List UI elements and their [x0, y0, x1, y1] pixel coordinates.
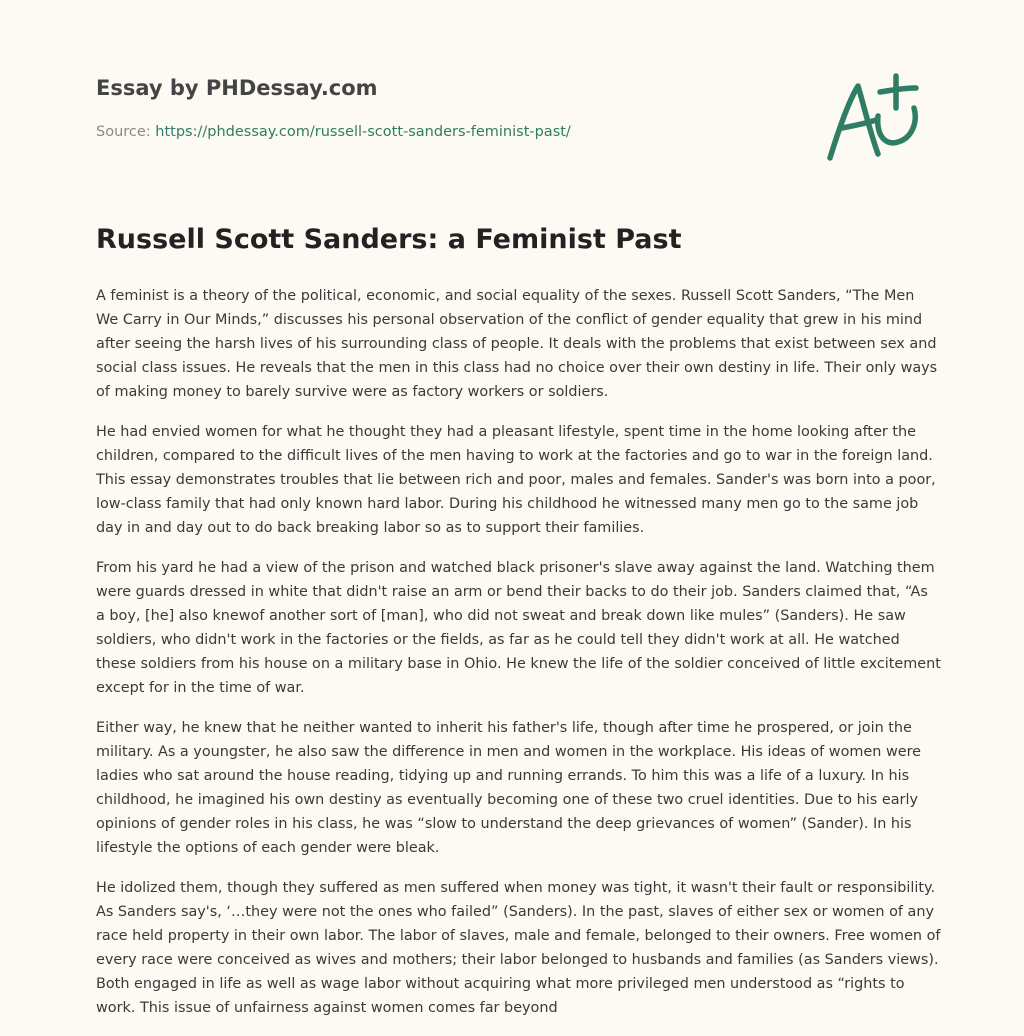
essay-paragraph: Either way, he knew that he neither wanted to inherit his father's life, though after time he prospered, or join the military. As a youngster, he also saw the difference in men and women in the workplace. His ideas of women were ladies who sat around the house reading, tidying up and running errands. To him this was a life of a luxury. In his childhood, he imagined his own destiny as eventually becoming one of these two cruel identities. Due to his early opinions of gender roles in his class, he was “slow to understand the deep grievances of women” (Sander). In his lifestyle the options of each gender were bleak. — [96, 720, 922, 856]
essay-title: Russell Scott Sanders: a Feminist Past — [96, 224, 682, 255]
essay-body — [96, 284, 941, 1036]
a-plus-logo-icon — [820, 66, 930, 166]
essay-paragraph: He idolized them, though they suffered as men suffered when money was tight, it wasn't their fault or responsibility. As Sanders say's, ‘…they were not the ones who failed” (Sanders). In the past, slaves of either sex or women of any race held property in their own labor. The labor of slaves, male and female, belonged to their owners. Free women of every race were conceived as wives and mothers; their labor belonged to husbands and families (as Sanders views). Both engaged in life as well as wage labor without acquiring what more privileged men understood as “rights to work. This issue of unfairness against women comes far beyond — [96, 880, 941, 1016]
essay-paragraph: From his yard he had a view of the prison and watched black prisoner's slave away against the land. Watching them were guards dressed in white that didn't raise an arm or bend their backs to do their job. Sanders claimed that, “As a boy, [he] also knewof another sort of [man], who did not sweat and break down like mules” (Sanders). He saw soldiers, who didn't work in the factories or the fields, as far as he could tell they didn't work at all. He watched these soldiers from his house on a military base in Ohio. He knew the life of the soldier conceived of little excitement except for in the time of war. — [96, 560, 941, 696]
source-label: Source: — [96, 124, 156, 140]
essay-paragraph: He had envied women for what he thought they had a pleasant lifestyle, spent time in the home looking after the children, compared to the difficult lives of the men having to work at the factories and go to war in the foreign land. This essay demonstrates troubles that lie between rich and poor, males and females. Sander's was born into a poor, low-class family that had only known hard labor. During his childhood he witnessed many men go to the same job day in and day out to do back breaking labor so as to support their families. — [96, 424, 936, 536]
essay-paragraph: A feminist is a theory of the political, economic, and social equality of the sexes. Russell Scott Sanders, “The Men We Carry in Our Minds,” discusses his personal observation of the conflict of gender equality that grew in his mind after seeing the harsh lives of his surrounding class of people. It deals with the problems that exist between sex and social class issues. He reveals that the men in this class had no choice over their own destiny in life. Their only ways of making money to barely survive were as factory workers or soldiers. — [96, 288, 938, 400]
source-link[interactable]: https://phdessay.com/russell-scott-sanders-feminist-past/ — [155, 124, 571, 140]
site-title: Essay by PHDessay.com — [96, 76, 378, 100]
source-line — [96, 124, 571, 140]
